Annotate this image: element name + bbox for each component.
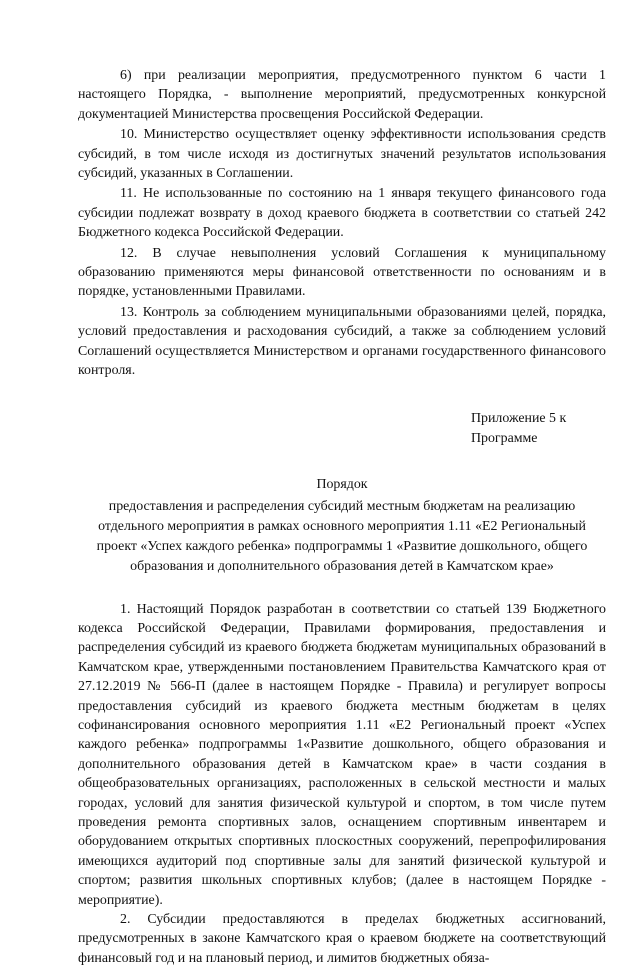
upper-paragraphs bbox=[78, 66, 606, 381]
paragraph-item-6: 6) при реализации мероприятия, предусмотренного пунктом 6 части 1 настоящего Порядка, - выполнение мероприятий, предусмотренных конкурсной документацией Министерства просвещения Российской Федерации. bbox=[78, 66, 606, 124]
appendix-line-1: Приложение 5 к bbox=[471, 409, 606, 429]
paragraph-clause-10: 10. Министерство осуществляет оценку эффективности использования средств субсидий, в том числе исходя из достигнутых значений результатов использования субсидий, указанных в Соглашении. bbox=[78, 125, 606, 183]
appendix-label bbox=[471, 409, 606, 449]
paragraph-clause-11: 11. Не использованные по состоянию на 1 января текущего финансового года субсидии подлежат возврату в доход краевого бюджета в соответствии со статьей 242 Бюджетного кодекса Российской Федерации. bbox=[78, 184, 606, 242]
heading-title: Порядок bbox=[78, 475, 606, 495]
procedure-body bbox=[78, 600, 606, 968]
heading-subtitle: предоставления и распределения субсидий местным бюджетам на реализацию отдельного мероприятия в рамках основного мероприятия 1.11 «Е2 Региональный проект «Успех каждого ребенка» подпрограммы 1 «Развитие дошкольного, общего образования и дополнительного образования детей в Камчатском крае» bbox=[78, 497, 606, 577]
paragraph-clause-1: 1. Настоящий Порядок разработан в соответствии со статьей 139 Бюджетного кодекса Российской Федерации, Правилами формирования, предоставления и распределения субсидий из краевого бюджета бюджетам муниципальных образований в Камчатском крае, утвержденными постановлением Правительства Камчатского края от 27.12.2019 № 566-П (далее в настоящем Порядке - Правила) и регулирует вопросы предоставления субсидий из краевого бюджета местным бюджетам в целях софинансирования основного мероприятия 1.11 «Е2 Региональный проект «Успех каждого ребенка» подпрограммы 1«Развитие дошкольного, общего образования и дополнительного образования детей в Камчатском крае» в части создания в общеобразовательных организациях, расположенных в сельской местности и малых городах, условий для занятия физической культурой и спортом, в том числе путем проведения ремонта спортивных залов, оснащением спортивным инвентарем и оборудованием открытых спортивных плоскостных сооружений, перепрофилирования имеющихся аудиторий под спортивные залы для занятий физической культурой и спортом; развития школьных спортивных клубов; (далее в настоящем Порядке - мероприятие). bbox=[78, 600, 606, 911]
paragraph-clause-12: 12. В случае невыполнения условий Соглашения к муниципальному образованию применяются меры финансовой ответственности по основаниям и в порядке, установленными Правилами. bbox=[78, 244, 606, 302]
document-heading bbox=[78, 475, 606, 577]
paragraph-clause-2: 2. Субсидии предоставляются в пределах бюджетных ассигнований, предусмотренных в законе Камчатского края о краевом бюджете на соответствующий финансовый год и на плановый период, и лимитов бюджетных обяза- bbox=[78, 910, 606, 968]
appendix-line-2: Программе bbox=[471, 429, 606, 449]
paragraph-clause-13: 13. Контроль за соблюдением муниципальными образованиями целей, порядка, условий предоставления и расходования субсидий, а также за соблюдением условий Соглашений осуществляется Министерством и органами государственного финансового контроля. bbox=[78, 303, 606, 381]
